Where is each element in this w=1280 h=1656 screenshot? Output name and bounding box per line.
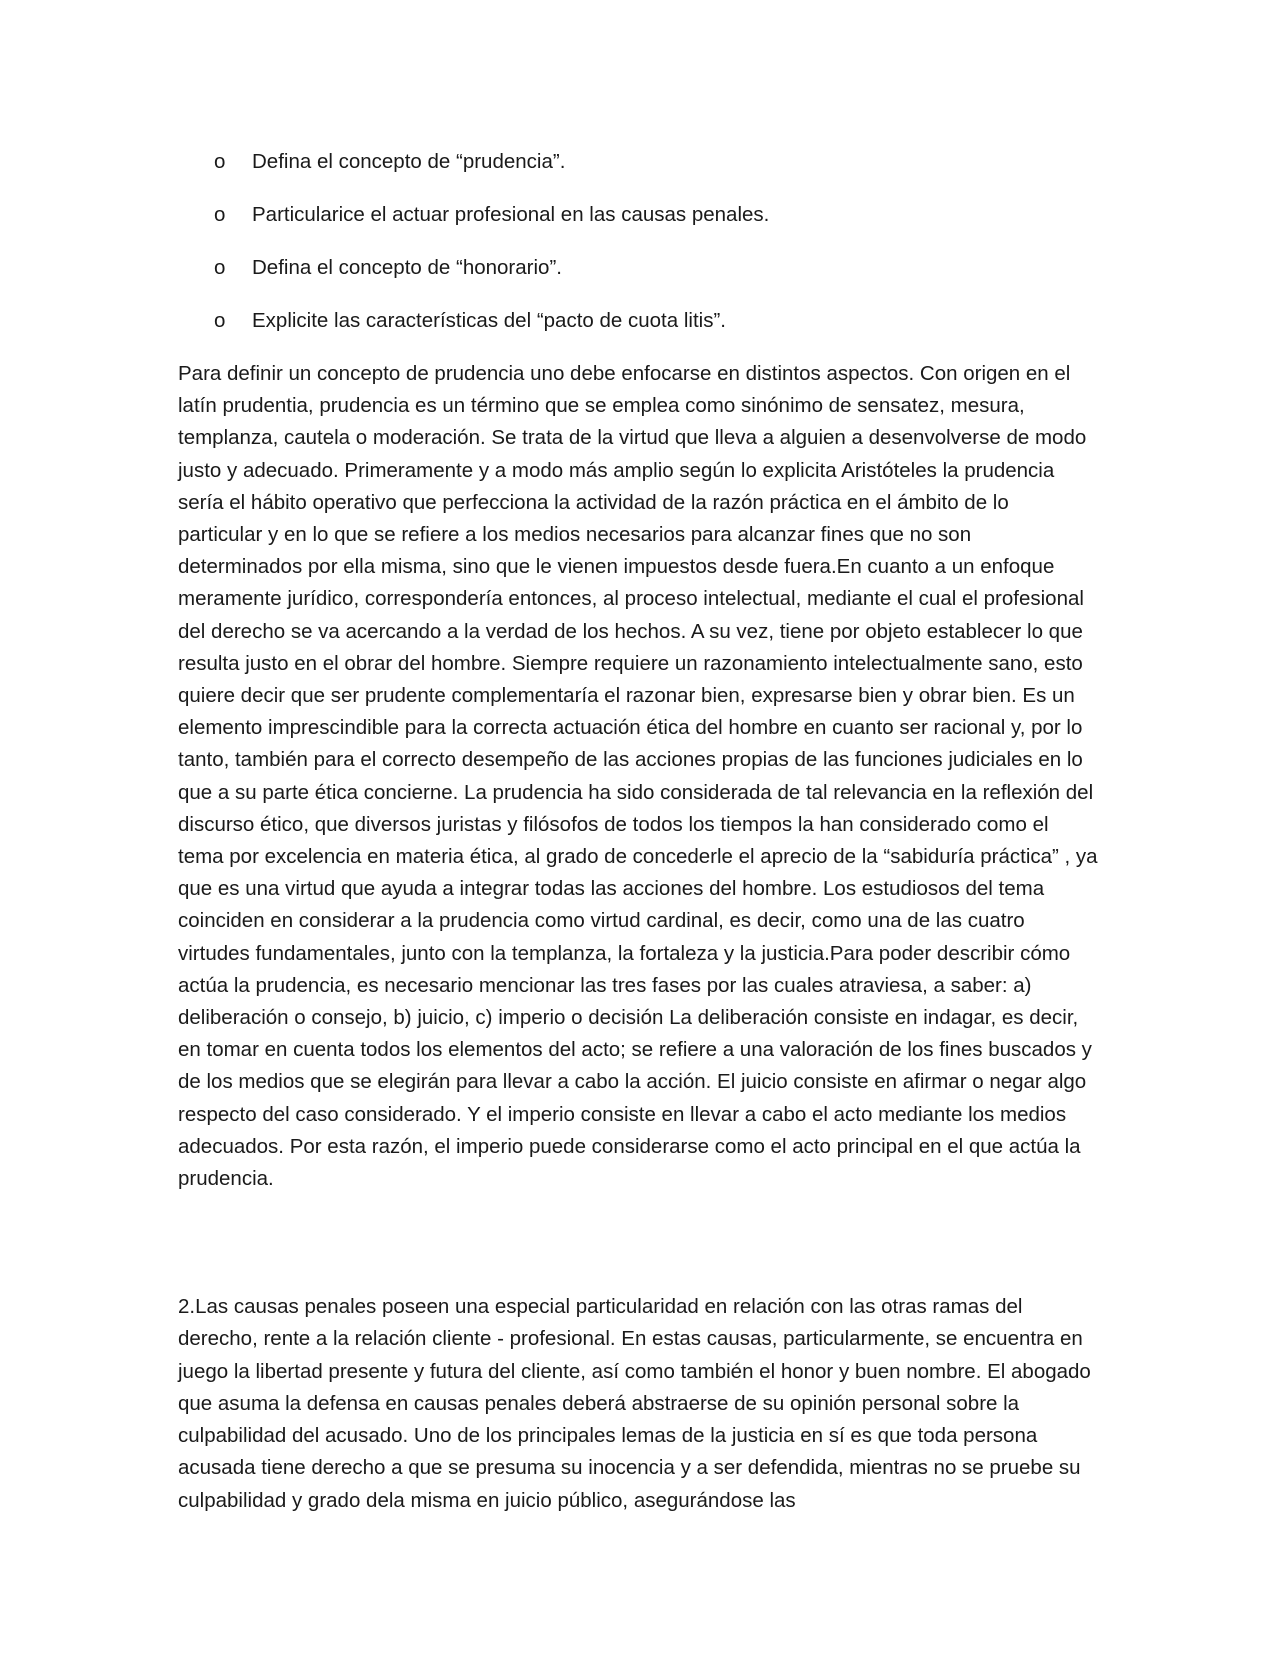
bullet-marker: o [214, 309, 226, 332]
paragraph-causas-penales: 2.Las causas penales poseen una especial particularidad en relación con las otras ramas del derecho, rente a la relación cliente - profesional. En estas causas, particularmente, se encuentra en juego la libertad presente y futura del cliente, así como también el honor y buen nombre. El abogado que asuma la defensa en causas penales deberá abstraerse de su opinión personal sobre la culpabilidad del acusado. Uno de los principales lemas de la justicia en sí es que toda persona acusada tiene derecho a que se presuma su inocencia y a ser defendida, mientras no se pruebe su culpabilidad y grado dela misma en juicio público, asegurándose las [178, 1295, 1091, 1512]
bullet-marker: o [214, 203, 226, 226]
question-list [178, 146, 1098, 337]
list-item [178, 305, 1098, 337]
list-item-text: Explicite las características del “pacto de cuota litis”. [252, 309, 726, 332]
list-item [178, 146, 1098, 178]
list-item-text: Particularice el actuar profesional en las causas penales. [252, 203, 770, 226]
list-item [178, 199, 1098, 231]
paragraph-prudencia: Para definir un concepto de prudencia uno debe enfocarse en distintos aspectos. Con origen en el latín prudentia, prudencia es un término que se emplea como sinónimo de sensatez, mesura, templanza, cautela o moderación. Se trata de la virtud que lleva a alguien a desenvolverse de modo justo y adecuado. Primeramente y a modo más amplio según lo explicita Aristóteles la prudencia sería el hábito operativo que perfecciona la actividad de la razón práctica en el ámbito de lo particular y en lo que se refiere a los medios necesarios para alcanzar fines que no son determinados por ella misma, sino que le vienen impuestos desde fuera.En cuanto a un enfoque meramente jurídico, correspondería entonces, al proceso intelectual, mediante el cual el profesional del derecho se va acercando a la verdad de los hechos. A su vez, tiene por objeto establecer lo que resulta justo en el obrar del hombre. Siempre requiere un razonamiento intelectualmente sano, esto quiere decir que ser prudente complementaría el razonar bien, expresarse bien y obrar bien. Es un elemento imprescindible para la correcta actuación ética del hombre en cuanto ser racional y, por lo tanto, también para el correcto desempeño de las acciones propias de las funciones judiciales en lo que a su parte ética concierne. La prudencia ha sido considerada de tal relevancia en la reflexión del discurso ético, que diversos juristas y filósofos de todos los tiempos la han considerado como el tema por excelencia en materia ética, al grado de concederle el aprecio de la “sabiduría práctica” , ya que es una virtud que ayuda a integrar todas las acciones del hombre. Los estudiosos del tema coinciden en considerar a la prudencia como virtud cardinal, es decir, como una de las cuatro virtudes fundamentales, junto con la templanza, la fortaleza y la justicia.Para poder describir cómo actúa la prudencia, es necesario mencionar las tres fases por las cuales atraviesa, a saber: a) deliberación o consejo, b) juicio, c) imperio o decisión La deliberación consiste en indagar, es decir, en tomar en cuenta todos los elementos del acto; se refiere a una valoración de los fines buscados y de los medios que se elegirán para llevar a cabo la acción. El juicio consiste en afirmar o negar algo respecto del caso considerado. Y el imperio consiste en llevar a cabo el acto mediante los medios adecuados. Por esta razón, el imperio puede considerarse como el acto principal en el que actúa la prudencia. [178, 362, 1098, 1191]
bullet-marker: o [214, 256, 226, 279]
document-body [178, 146, 1098, 1517]
bullet-marker: o [214, 150, 226, 173]
list-item-text: Defina el concepto de “honorario”. [252, 256, 562, 279]
list-item [178, 252, 1098, 284]
list-item-text: Defina el concepto de “prudencia”. [252, 150, 566, 173]
